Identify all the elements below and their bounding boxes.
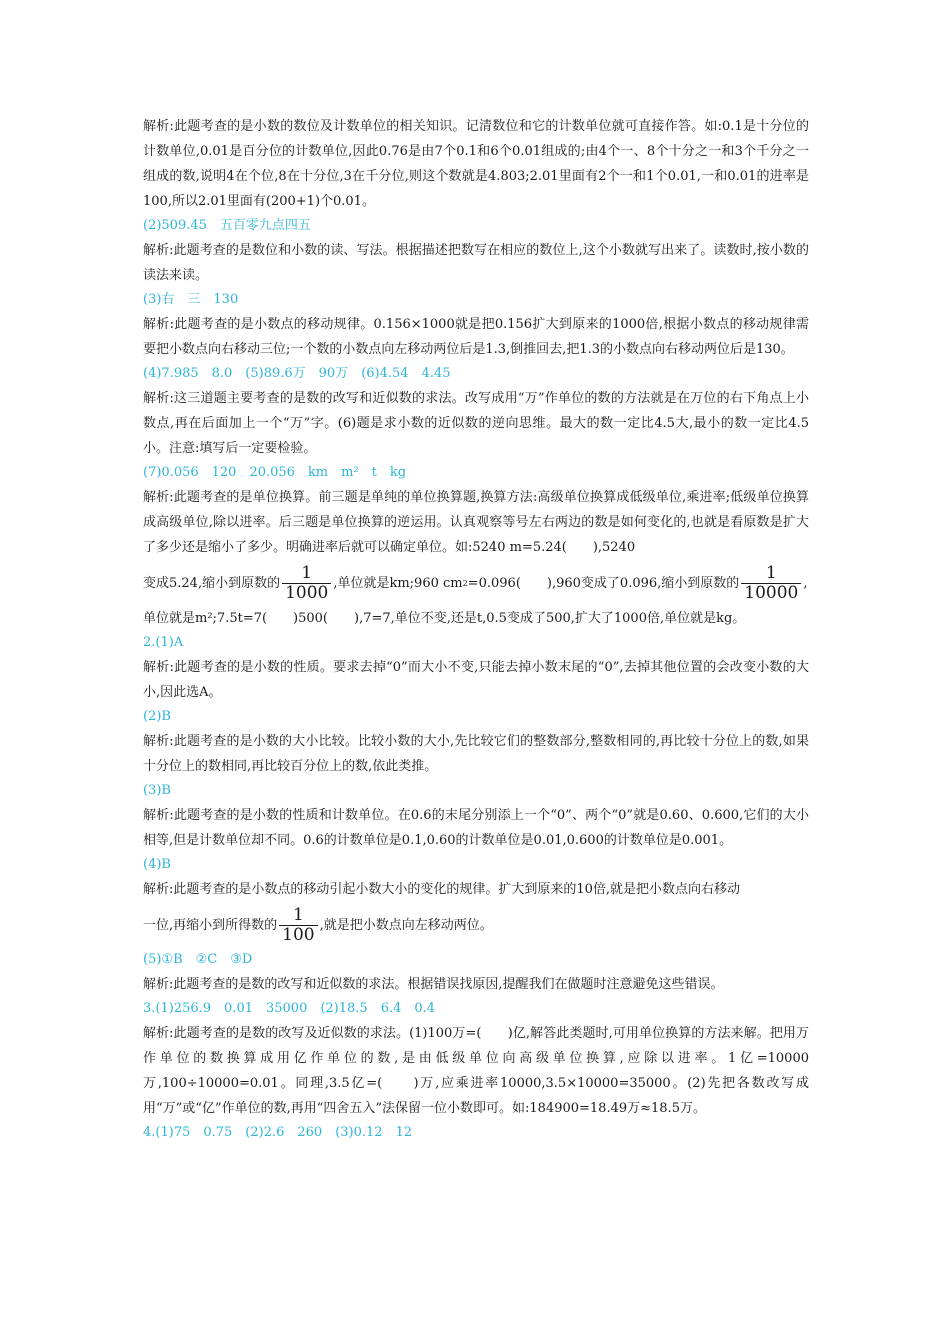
answer-explanations [143,114,809,1145]
explanation-paragraph: 解析:此题考查的是小数的性质。要求去掉“0”而大小不变,只能去掉小数末尾的“0”,去掉其他位置的会改变小数的大小,因此选A。 [143,660,809,700]
text-segment: ,就是把小数点向左移动两位。 [319,917,493,933]
superscript: 2 [462,578,468,588]
fraction [282,564,331,603]
explanation-paragraph: 单位就是m²;7.5t=7( )500( ),7=7,单位不变,还是t,0.5变成了500,扩大了1000倍,单位就是kg。 [143,611,746,626]
answer-line: (4)B [143,857,171,872]
explanation-paragraph: 解析:此题考查的是小数的大小比较。比较小数的大小,先比较它们的整数部分,整数相同的,再比较十分位上的数,如果十分位上的数相同,再比较百分位上的数,依此类推。 [143,734,809,774]
fraction-numerator: 1 [292,904,304,925]
fraction-denominator: 1000 [282,583,331,603]
answer-line: 4.(1)75 0.75 (2)2.6 260 (3)0.12 12 [143,1125,413,1140]
answer-line: (4)7.985 8.0 (5)89.6万 90万 (6)4.54 4.45 [143,366,451,381]
text-segment: , [803,575,808,591]
fraction-denominator: 10000 [741,583,801,603]
text-segment: ,单位就是km;960 cm [333,575,463,591]
answer-line: (2)B [143,709,171,724]
fraction [279,906,317,945]
answer-line: 3.(1)256.9 0.01 35000 (2)18.5 6.4 0.4 [143,1001,436,1016]
explanation-paragraph: 解析:此题考查的是小数点的移动引起小数大小的变化的规律。扩大到原来的10倍,就是把小数点向右移动 [143,882,741,897]
fraction-denominator: 100 [279,925,317,945]
answer-line: (2)509.45 五百零九点四五 [143,218,311,233]
text-segment: 一位,再缩小到所得数的 [143,917,278,933]
answer-line: 2.(1)A [143,635,184,650]
fraction [741,564,801,603]
explanation-paragraph: 解析:这三道题主要考查的是数的改写和近似数的求法。改写成用“万”作单位的数的方法就是在万位的右下角点上小数点,再在后面加上一个“万”字。(6)题是求小数的近似数的逆向思维。最大的数一定比4.5大,最小的数一定比4.5小。注意:填写后一定要检验。 [143,391,809,456]
explanation-paragraph: 解析:此题考查的是单位换算。前三题是单纯的单位换算题,换算方法:高级单位换算成低级单位,乘进率;低级单位换算成高级单位,除以进率。后三题是单位换算的逆运用。认真观察等号左右两边的数是如何变化的,也就是看原数是扩大了多少还是缩小了多少。明确进率后就可以确定单位。如:5240 m=5.24( ),5240 [143,490,809,555]
answer-line: (5)①B ②C ③D [143,952,253,967]
explanation-paragraph: 解析:此题考查的是数位和小数的读、写法。根据描述把数写在相应的数位上,这个小数就写出来了。读数时,按小数的读法来读。 [143,243,809,283]
fraction-numerator: 1 [301,562,313,583]
explanation-paragraph: 解析:此题考查的是小数点的移动规律。0.156×1000就是把0.156扩大到原来的1000倍,根据小数点的移动规律需要把小数点向右移动三位;一个数的小数点向左移动两位后是1.3,倒推回去,把1.3的小数点向右移动两位后是130。 [143,317,809,357]
text-segment: =0.096( ),960变成了0.096,缩小到原数的 [467,575,740,591]
fraction-numerator: 1 [765,562,777,583]
fraction-line [143,902,809,948]
explanation-paragraph: 解析:此题考查的是数的改写和近似数的求法。根据错误找原因,提醒我们在做题时注意避免这些错误。 [143,977,724,992]
fraction-line [143,560,809,606]
answer-line: (3)B [143,783,171,798]
explanation-paragraph: 解析:此题考查的是数的改写及近似数的求法。(1)100万=( )亿,解答此类题时,可用单位换算的方法来解。把用万作单位的数换算成用亿作单位的数,是由低级单位向高级单位换算,应除以进率。1亿=10000万,100÷10000=0.01。同理,3.5亿=( )万,应乘进率10000,3.5×10000=35000。(2)先把各数改写成用“万”或“亿”作单位的数,再用“四舍五入”法保留一位小数即可。如:184900=18.49万≈18.5万。 [143,1026,809,1116]
text-segment: 变成5.24,缩小到原数的 [143,575,281,591]
answer-line: (7)0.056 120 20.056 km m² t kg [143,465,407,480]
explanation-paragraph: 解析:此题考查的是小数的性质和计数单位。在0.6的末尾分别添上一个“0”、两个“0”就是0.60、0.600,它们的大小相等,但是计数单位却不同。0.6的计数单位是0.1,0.60的计数单位是0.01,0.600的计数单位是0.001。 [143,808,809,848]
answer-line: (3)右 三 130 [143,292,239,307]
explanation-paragraph: 解析:此题考查的是小数的数位及计数单位的相关知识。记清数位和它的计数单位就可直接作答。如:0.1是十分位的计数单位,0.01是百分位的计数单位,因此0.76是由7个0.1和6个0.01组成的;由4个一、8个十分之一和3个千分之一组成的数,说明4在个位,8在十分位,3在千分位,则这个数就是4.803;2.01里面有2个一和1个0.01,一和0.01的进率是100,所以2.01里面有(200+1)个0.01。 [143,119,809,209]
